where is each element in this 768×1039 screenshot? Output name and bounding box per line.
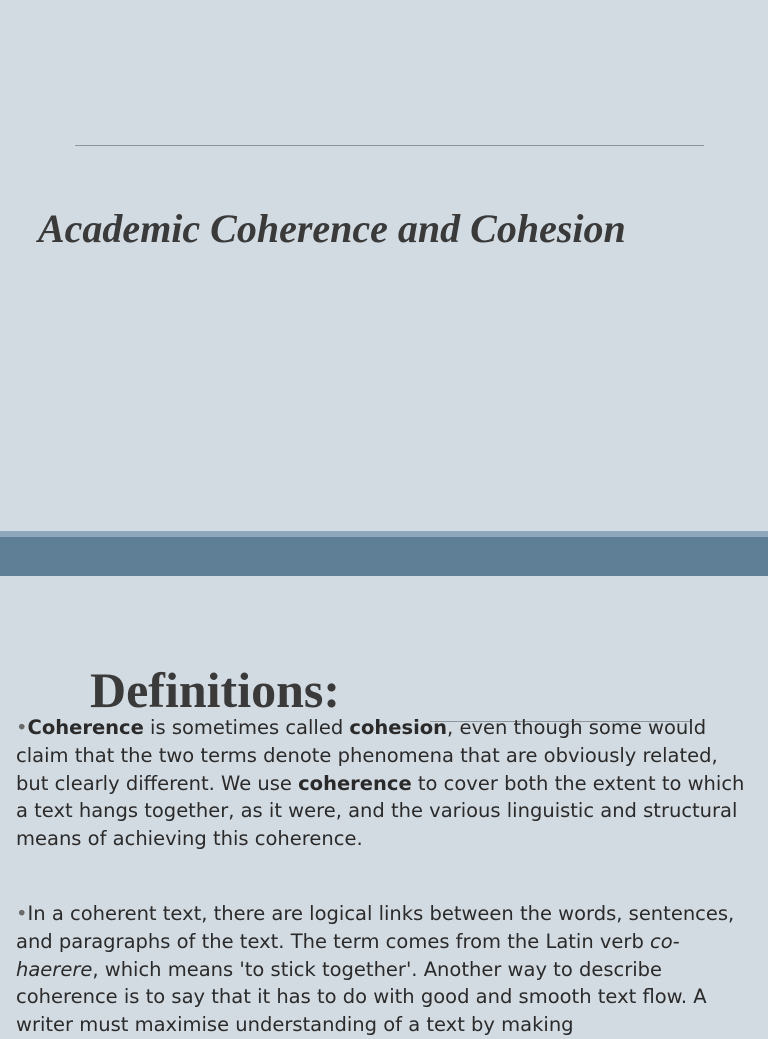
text-run: , which means 'to stick together'. Another way to describe coherence is to say that it has to do with good and smooth text flow. A writer must maximise understanding of a text by making [16,957,707,1037]
title-divider [75,145,704,146]
bullet-icon: • [16,716,28,739]
definition-paragraph-1 [16,714,756,853]
text-run: to cover both the extent to which a text hangs together, as it were, and the various linguistic and structural means of achieving this coherence. [16,771,745,851]
bullet-icon: • [16,902,28,925]
definition-paragraph-2 [16,900,756,1039]
term-co-haerere: co-haerere [16,929,680,981]
term-coherence: Coherence [27,716,144,739]
term-coherence-2: coherence [298,771,412,795]
text-run: is sometimes called [143,716,350,739]
text-run: , even though some would claim that the two terms denote phenomena that are obviously related, but clearly different. We use [16,716,718,795]
definitions-heading: Definitions: [90,662,340,718]
slide-separator-band [0,537,768,576]
text-run: In a coherent text, there are logical links between the words, sentences, and paragraphs of the text. The term comes from the Latin verb [16,902,735,953]
term-cohesion: cohesion [349,716,448,739]
slide-title: Academic Coherence and Cohesion [38,206,626,251]
